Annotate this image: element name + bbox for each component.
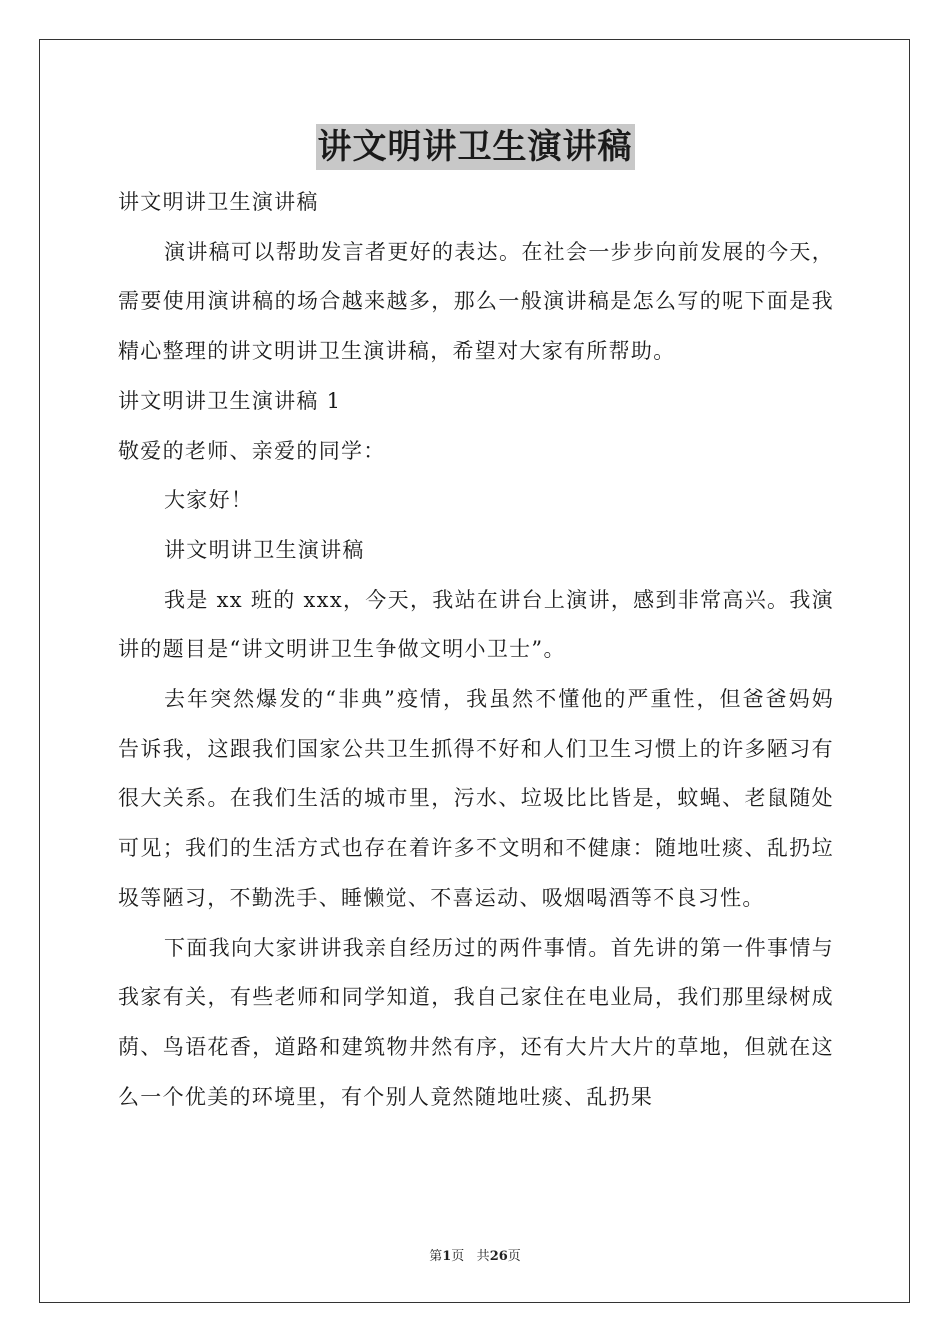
page-footer (0, 1245, 950, 1264)
paragraph: 讲文明讲卫生演讲稿 (118, 190, 319, 214)
paragraph: 讲文明讲卫生演讲稿 (164, 537, 365, 562)
footer-total-prefix: 共 (476, 1249, 490, 1264)
footer-page-number: 1 (442, 1249, 452, 1264)
paragraph: 大家好！ (164, 488, 254, 513)
footer-total-suffix: 页 (507, 1249, 521, 1264)
document-title: 讲文明讲卫生演讲稿 (316, 124, 635, 170)
footer-total-pages: 26 (489, 1249, 508, 1264)
footer-page-prefix: 第 (429, 1249, 443, 1264)
paragraph: 下面我向大家讲讲我亲自经历过的两件事情。首先讲的第一件事情与我家有关，有些老师和同学知道，我自己家住在电业局，我们那里绿树成荫、鸟语花香，道路和建筑物井然有序，还有大片大片的草地，但就在这么一个优美的环境里，有个别人竟然随地吐痰、乱扔果 (118, 935, 834, 1109)
footer-page-suffix: 页 (451, 1249, 465, 1264)
document-body (118, 178, 834, 1122)
paragraph: 去年突然爆发的“非典”疫情，我虽然不懂他的严重性，但爸爸妈妈告诉我，这跟我们国家公共卫生抓得不好和人们卫生习惯上的许多陋习有很大关系。在我们生活的城市里，污水、垃圾比比皆是，蚊蝇、老鼠随处可见；我们的生活方式也存在着许多不文明和不健康：随地吐痰、乱扔垃圾等陋习，不勤洗手、睡懒觉、不喜运动、吸烟喝酒等不良习性。 (118, 687, 834, 910)
title-container (0, 124, 950, 170)
paragraph: 我是 xx 班的 xxx，今天，我站在讲台上演讲，感到非常高兴。我演讲的题目是“讲文明讲卫生争做文明小卫士”。 (118, 587, 834, 662)
paragraph: 敬爱的老师、亲爱的同学： (118, 438, 386, 463)
paragraph: 讲文明讲卫生演讲稿 1 (118, 388, 342, 413)
paragraph: 演讲稿可以帮助发言者更好的表达。在社会一步步向前发展的今天，需要使用演讲稿的场合越来越多，那么一般演讲稿是怎么写的呢下面是我精心整理的讲文明讲卫生演讲稿，希望对大家有所帮助。 (118, 239, 834, 364)
